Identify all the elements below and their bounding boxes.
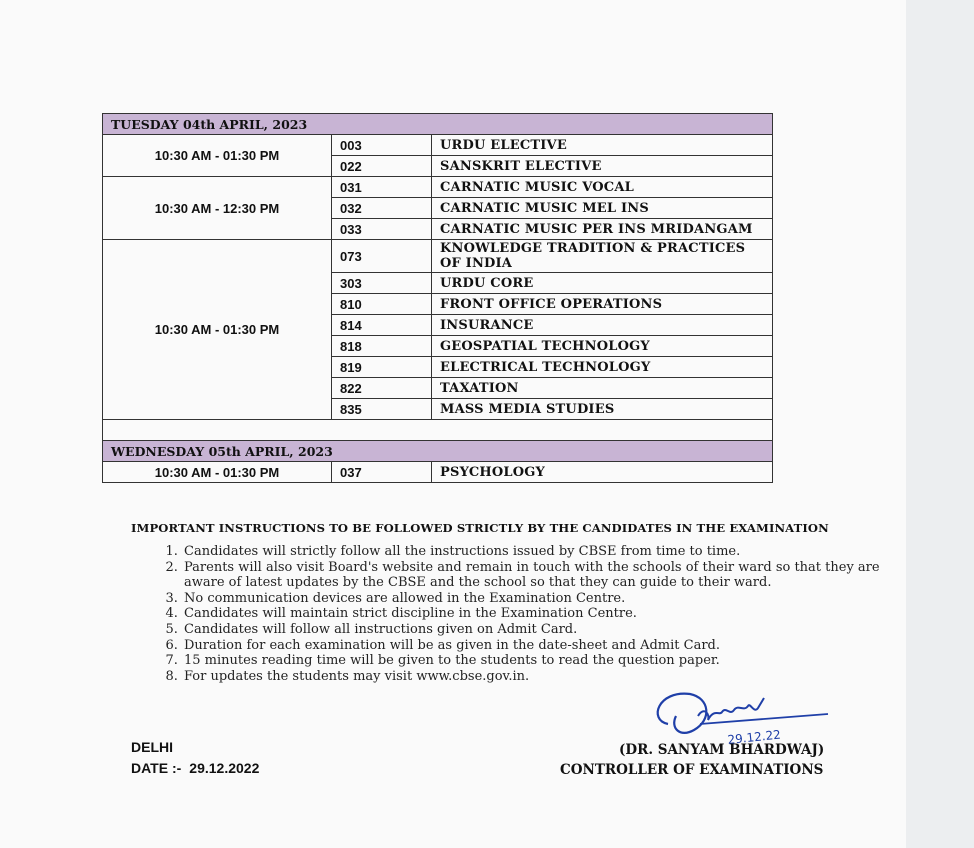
subject-name: PSYCHOLOGY (432, 462, 773, 483)
subject-code: 814 (332, 315, 432, 336)
subject-name: URDU CORE (432, 273, 773, 294)
spacer-row (103, 420, 773, 441)
day-header: TUESDAY 04th APRIL, 2023 (103, 114, 773, 135)
subject-name: SANSKRIT ELECTIVE (432, 156, 773, 177)
list-item: 5. Candidates will follow all instructions given on Admit Card. (182, 622, 922, 638)
time-slot: 10:30 AM - 01:30 PM (103, 135, 332, 177)
subject-name: INSURANCE (432, 315, 773, 336)
subject-code: 073 (332, 240, 432, 273)
table-row (103, 177, 773, 198)
subject-code: 818 (332, 336, 432, 357)
list-item: 2. Parents will also visit Board's website and remain in touch with the schools of their ward so that they are aware of latest updates by the CBSE and the school so that they can guide to their ward. (182, 560, 922, 591)
subject-name: FRONT OFFICE OPERATIONS (432, 294, 773, 315)
subject-name: TAXATION (432, 378, 773, 399)
table-row (103, 462, 773, 483)
table-row (103, 135, 773, 156)
subject-name: MASS MEDIA STUDIES (432, 399, 773, 420)
time-slot: 10:30 AM - 12:30 PM (103, 177, 332, 240)
subject-code: 822 (332, 378, 432, 399)
subject-code: 835 (332, 399, 432, 420)
issue-date (131, 760, 259, 776)
day-header: WEDNESDAY 05th APRIL, 2023 (103, 441, 773, 462)
day-header-row (103, 114, 773, 135)
time-slot: 10:30 AM - 01:30 PM (103, 462, 332, 483)
instructions-heading: IMPORTANT INSTRUCTIONS TO BE FOLLOWED STRICTLY BY THE CANDIDATES IN THE EXAMINATION (131, 521, 829, 535)
table-row (103, 240, 773, 273)
subject-code: 033 (332, 219, 432, 240)
subject-name: URDU ELECTIVE (432, 135, 773, 156)
subject-code: 003 (332, 135, 432, 156)
subject-name: ELECTRICAL TECHNOLOGY (432, 357, 773, 378)
time-slot: 10:30 AM - 01:30 PM (103, 240, 332, 420)
date-sheet-table (102, 113, 773, 483)
list-item: 1. Candidates will strictly follow all the instructions issued by CBSE from time to time. (182, 544, 922, 560)
svg-text:29.12.22: 29.12.22 (726, 727, 782, 747)
subject-code: 032 (332, 198, 432, 219)
subject-code: 031 (332, 177, 432, 198)
place-label: DELHI (131, 739, 173, 755)
subject-name: KNOWLEDGE TRADITION & PRACTICES OF INDIA (432, 240, 773, 273)
list-item: 4. Candidates will maintain strict discipline in the Examination Centre. (182, 606, 922, 622)
signatory-title: CONTROLLER OF EXAMINATIONS (560, 762, 824, 778)
subject-code: 037 (332, 462, 432, 483)
subject-name: GEOSPATIAL TECHNOLOGY (432, 336, 773, 357)
list-item: 6. Duration for each examination will be as given in the date-sheet and Admit Card. (182, 638, 922, 654)
subject-name: CARNATIC MUSIC MEL INS (432, 198, 773, 219)
list-item: 3. No communication devices are allowed in the Examination Centre. (182, 591, 922, 607)
blank-cell (103, 420, 773, 441)
day-header-row (103, 441, 773, 462)
subject-code: 810 (332, 294, 432, 315)
date-value: 29.12.2022 (189, 760, 260, 776)
instructions-list (150, 544, 922, 684)
date-label: DATE :- (131, 760, 182, 776)
list-item: 7. 15 minutes reading time will be given to the students to read the question paper. (182, 653, 922, 669)
subject-code: 819 (332, 357, 432, 378)
viewer-side-panel (906, 0, 974, 848)
signatory-name: (DR. SANYAM BHARDWAJ) (619, 742, 825, 758)
subject-code: 022 (332, 156, 432, 177)
subject-code: 303 (332, 273, 432, 294)
list-item: 8. For updates the students may visit www.cbse.gov.in. (182, 669, 922, 685)
subject-name: CARNATIC MUSIC PER INS MRIDANGAM (432, 219, 773, 240)
subject-name: CARNATIC MUSIC VOCAL (432, 177, 773, 198)
